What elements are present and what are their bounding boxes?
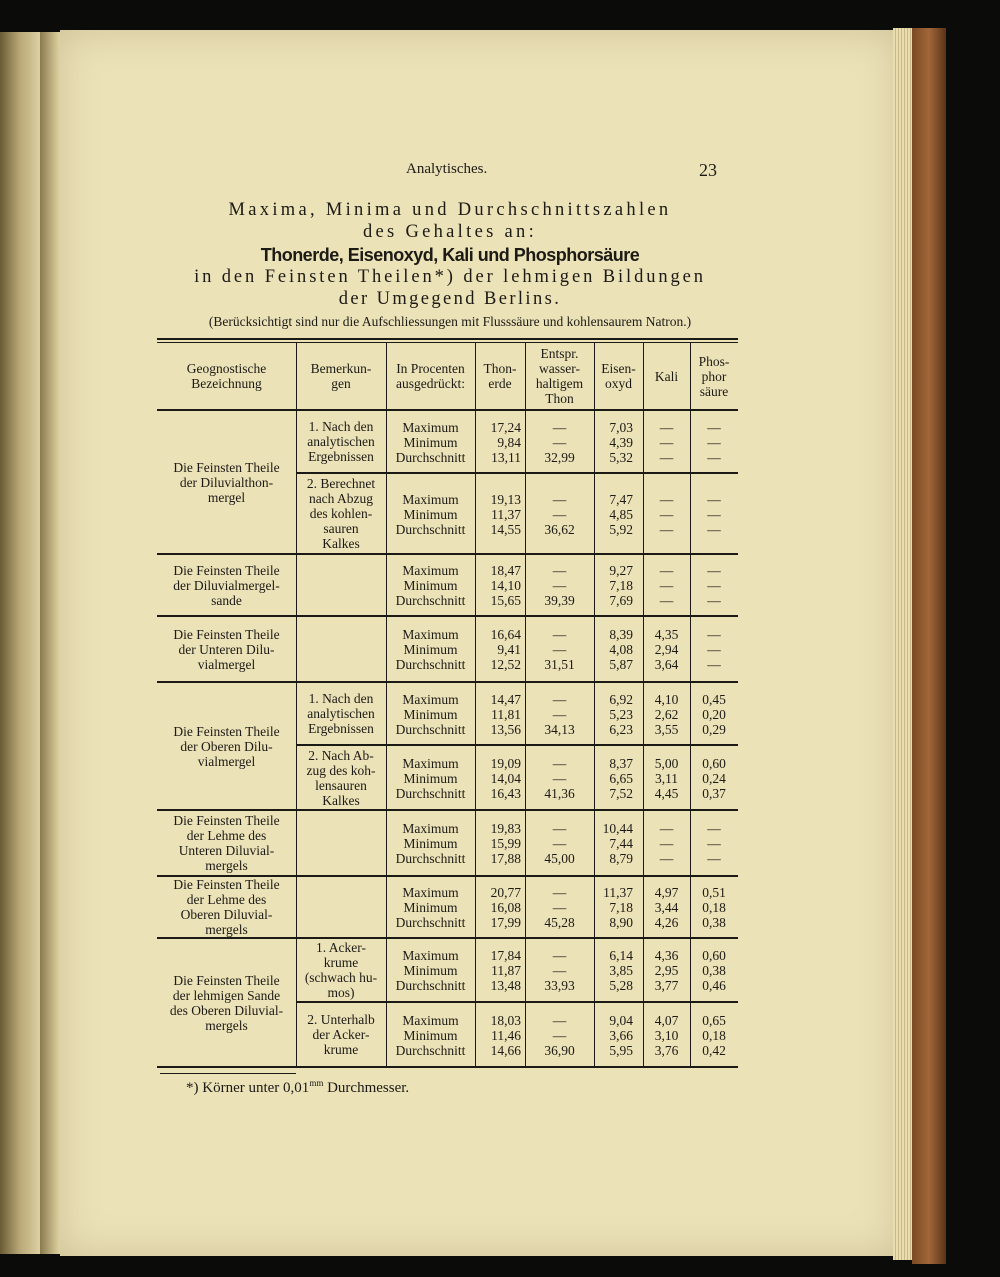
subrow-rule	[296, 1001, 738, 1003]
row-labels-line: Maximum	[402, 563, 459, 578]
eisenoxyd-values-line: 8,37	[609, 755, 633, 771]
group-label-line: Unteren Diluvial-	[178, 843, 275, 858]
kali-values-line: 3,77	[654, 978, 679, 993]
eisenoxyd-values-line: 5,28	[609, 978, 633, 993]
remark-line: analytischen	[307, 434, 375, 449]
footnote-rule	[160, 1073, 296, 1074]
ton-values-line: 36,62	[544, 521, 575, 537]
kali-values-line: 2,62	[654, 706, 679, 722]
ton-values-line: —	[552, 900, 567, 915]
ton-values-line: —	[552, 419, 567, 435]
kali-values-line: 3,64	[654, 657, 679, 672]
remark-line: Kalkes	[322, 792, 360, 808]
remark-line: 1. Nach den	[308, 691, 374, 706]
thonerde-values-line: 13,56	[490, 721, 521, 737]
thonerde-values-line: 17,88	[490, 851, 521, 866]
column-header-eisen-line: oxyd	[605, 376, 632, 391]
thonerde-values-line: 9,84	[497, 434, 521, 450]
row-labels-line: Maximum	[402, 491, 459, 507]
remark-line: Ergebnissen	[308, 449, 374, 464]
column-header-geo-line: Bezeichnung	[191, 376, 262, 391]
phosphorsaeure-values-line: —	[707, 578, 721, 593]
phosphorsaeure-values-line: —	[707, 491, 721, 507]
group-rule	[157, 1066, 738, 1068]
phosphorsaeure-values	[634, 492, 794, 537]
group-rule	[157, 553, 738, 555]
phosphorsaeure-values-line: 0,38	[702, 963, 726, 978]
eisenoxyd-values-line: 7,18	[609, 900, 633, 915]
group-rule	[157, 681, 738, 683]
group-label-line: sande	[211, 592, 242, 608]
eisenoxyd-values-line: 10,44	[602, 821, 633, 836]
row-labels-line: Maximum	[402, 627, 459, 642]
ton-values-line: —	[552, 691, 567, 707]
column-header-ents-line: Thon	[545, 391, 574, 406]
group-rule	[157, 809, 738, 811]
kali-values-line: 4,97	[654, 885, 679, 900]
book-cover-edge	[912, 28, 946, 1264]
kali-values-line: 3,10	[654, 1027, 679, 1043]
ton-values-line: 32,99	[544, 449, 575, 465]
remark-line: zug des koh-	[306, 762, 376, 778]
thonerde-values-line: 15,65	[490, 593, 521, 608]
phosphorsaeure-values-line: 0,51	[702, 885, 726, 900]
eisenoxyd-values-line: 7,47	[609, 491, 633, 507]
phosphorsaeure-values	[634, 948, 794, 993]
ton-values-line: —	[552, 578, 567, 593]
column-header-phos-line: säure	[699, 383, 729, 399]
row-labels-line: Minimum	[403, 642, 458, 657]
title-line-4: in den Feinsten Theilen*) der lehmigen Bildungen	[194, 267, 706, 287]
kali-values-line: 3,76	[654, 1042, 679, 1058]
phosphorsaeure-values-line: —	[707, 821, 721, 836]
ton-values-line: —	[552, 821, 567, 836]
ton-values-line: —	[552, 642, 567, 657]
thonerde-values-line: 11,37	[491, 506, 521, 522]
ton-values-line: 45,28	[544, 915, 575, 930]
column-header-ents-line: Entspr.	[540, 346, 579, 361]
remark-line: (schwach hu-	[304, 970, 378, 985]
ton-values-line: 34,13	[544, 721, 575, 737]
column-rule	[475, 343, 476, 1066]
eisenoxyd-values-line: 6,23	[609, 721, 633, 737]
eisenoxyd-values-line: 6,65	[609, 770, 633, 786]
kali-values-line: 2,95	[654, 963, 679, 978]
thonerde-values-line: 16,64	[490, 627, 521, 642]
group-label-line: vialmergel	[197, 656, 256, 672]
phosphorsaeure-values-line: 0,65	[702, 1012, 726, 1028]
group-label	[147, 877, 307, 937]
row-labels-line: Maximum	[402, 419, 459, 435]
phosphorsaeure-values-line: —	[707, 521, 721, 537]
row-labels-line: Maximum	[402, 948, 459, 963]
ton-values-line: —	[552, 755, 567, 771]
row-labels-line: Maximum	[402, 885, 459, 900]
thonerde-values-line: 9,41	[497, 642, 521, 657]
thonerde-values-line: 11,87	[491, 963, 521, 978]
phosphorsaeure-values-line: 0,18	[702, 1027, 726, 1043]
eisenoxyd-values-line: 7,52	[609, 785, 633, 801]
row-labels-line: Durchschnitt	[395, 1042, 466, 1058]
thonerde-values-line: 19,13	[490, 491, 521, 507]
row-labels-line: Durchschnitt	[395, 851, 466, 866]
header-rule	[157, 409, 738, 411]
column-rule	[525, 343, 526, 1066]
thonerde-values-line: 12,52	[490, 657, 521, 672]
column-header-bem-line: Bemerkun-	[310, 361, 372, 376]
kali-values-line: 3,11	[654, 770, 679, 786]
column-header-geo-line: Geognostische	[186, 361, 267, 376]
phosphorsaeure-values-line: —	[707, 836, 721, 851]
row-labels-line: Minimum	[403, 963, 458, 978]
phosphorsaeure-values-line: 0,60	[702, 755, 726, 771]
remark-line: 1. Acker-	[316, 940, 366, 955]
remark-line: Kalkes	[322, 536, 360, 551]
group-rule	[157, 937, 738, 939]
column-header-kali-line: Kali	[654, 368, 679, 384]
column-header-proc-line: ausgedrückt:	[396, 376, 465, 391]
phosphorsaeure-values-line: —	[707, 627, 721, 642]
column-header-bem-line: gen	[331, 376, 351, 391]
ton-values-line: 45,00	[544, 851, 575, 866]
group-label-line: Die Feinsten Theile	[173, 877, 280, 892]
kali-values-line: 5,00	[654, 755, 679, 771]
column-header-ents-line: wasser-	[539, 361, 580, 376]
eisenoxyd-values-line: 11,37	[603, 885, 633, 900]
eisenoxyd-values-line: 4,85	[609, 506, 633, 522]
column-header-phos	[634, 354, 794, 399]
remark-line: analytischen	[307, 706, 375, 721]
kali-values-line: —	[659, 506, 674, 522]
eisenoxyd-values-line: 3,66	[609, 1027, 633, 1043]
kali-values-line: —	[659, 491, 674, 507]
column-rule	[643, 343, 644, 1066]
group-label-line: mergels	[205, 858, 248, 873]
page-number: 23	[699, 160, 717, 180]
remark-line: sauren	[323, 521, 359, 536]
kali-values-line: 3,44	[654, 900, 679, 915]
phosphorsaeure-values	[634, 563, 794, 608]
phosphorsaeure-values-line: —	[707, 642, 721, 657]
kali-values-line: —	[659, 434, 674, 450]
left-page-edge	[0, 32, 44, 1254]
ton-values-line: 39,39	[544, 593, 575, 608]
kali-values-line: 4,45	[654, 785, 679, 801]
column-header-eisen-line: Eisen-	[601, 361, 636, 376]
group-label-line: des Oberen Diluvial-	[169, 1002, 284, 1018]
title-line-3: Thonerde, Eisenoxyd, Kali und Phosphorsäure	[260, 245, 640, 265]
group-label-line: Die Feinsten Theile	[173, 813, 280, 828]
phosphorsaeure-values-line: —	[707, 506, 721, 522]
remark-line: Ergebnissen	[308, 721, 374, 736]
row-labels-line: Durchschnitt	[395, 721, 466, 737]
phosphorsaeure-values-line: 0,46	[702, 978, 726, 993]
phosphorsaeure-values	[634, 420, 794, 465]
phosphorsaeure-values-line: —	[707, 593, 721, 608]
thonerde-values-line: 18,47	[490, 563, 521, 578]
phosphorsaeure-values-line: 0,20	[702, 706, 726, 722]
column-header-phos-line: phor	[701, 368, 727, 384]
eisenoxyd-values-line: 7,69	[609, 593, 633, 608]
phosphorsaeure-values-line: 0,29	[702, 721, 726, 737]
thonerde-values-line: 13,48	[490, 978, 521, 993]
eisenoxyd-values-line: 4,08	[609, 642, 633, 657]
thonerde-values-line: 14,66	[490, 1042, 521, 1058]
ton-values-line: 31,51	[544, 657, 575, 672]
ton-values-line: 41,36	[544, 785, 575, 801]
group-label-line: vialmergel	[197, 753, 256, 769]
footnote-unit: mm	[309, 1078, 324, 1088]
row-labels-line: Durchschnitt	[395, 915, 466, 930]
phosphorsaeure-values	[634, 756, 794, 801]
phosphorsaeure-values	[634, 692, 794, 737]
row-labels-line: Durchschnitt	[395, 978, 466, 993]
remark-line: 2. Unterhalb	[307, 1012, 375, 1027]
group-label-line: der Oberen Dilu-	[180, 738, 273, 754]
phosphorsaeure-values-line: 0,18	[702, 900, 726, 915]
group-label	[147, 627, 307, 672]
footnote-text: Körner unter 0,01	[202, 1080, 310, 1096]
group-label-line: der Diluvialthon-	[179, 474, 274, 490]
row-labels-line: Minimum	[403, 836, 458, 851]
remark-line: lensauren	[315, 777, 367, 793]
column-header-ents-line: haltigem	[535, 376, 584, 391]
ton-values-line: —	[552, 434, 567, 450]
kali-values-line: 4,26	[654, 915, 679, 930]
eisenoxyd-values-line: 7,18	[609, 578, 633, 593]
eisenoxyd-values-line: 7,44	[609, 836, 633, 851]
row-labels-line: Minimum	[403, 770, 458, 786]
phosphorsaeure-values-line: 0,38	[702, 915, 726, 930]
phosphorsaeure-values-line: 0,42	[702, 1042, 726, 1058]
thonerde-values-line: 15,99	[490, 836, 521, 851]
row-labels-line: Minimum	[403, 1027, 458, 1043]
thonerde-values-line: 14,55	[490, 521, 521, 537]
thonerde-values-line: 16,43	[490, 785, 521, 801]
thonerde-values-line: 18,03	[490, 1012, 521, 1028]
group-label-line: Die Feinsten Theile	[173, 723, 280, 739]
thonerde-values-line: 16,08	[490, 900, 521, 915]
title-note: (Berücksichtigt sind nur die Aufschliessungen mit Flusssäure und kohlensaurem Natron.)	[208, 314, 692, 329]
eisenoxyd-values-line: 5,92	[609, 521, 633, 537]
remark-line: 2. Nach Ab-	[308, 747, 374, 763]
thonerde-values-line: 20,77	[490, 885, 521, 900]
phosphorsaeure-values-line: 0,60	[702, 948, 726, 963]
remark-line: nach Abzug	[308, 491, 374, 506]
column-header-thon-line: Thon-	[483, 361, 517, 376]
eisenoxyd-values-line: 7,03	[609, 419, 633, 435]
remark-line: krume	[323, 955, 359, 970]
column-rule	[594, 343, 595, 1066]
ton-values-line: —	[552, 627, 567, 642]
eisenoxyd-values-line: 8,90	[609, 915, 633, 930]
column-header-phos-line: Phos-	[698, 353, 730, 369]
ton-values-line: —	[552, 948, 567, 963]
phosphorsaeure-values-line: —	[707, 851, 721, 866]
group-label-line: der Lehme des	[186, 828, 267, 843]
group-label-line: der Lehme des	[186, 892, 267, 907]
kali-values-line: —	[659, 578, 674, 593]
group-label-line: Die Feinsten Theile	[173, 972, 280, 988]
ton-values-line: 36,90	[544, 1042, 575, 1058]
group-label-line: der Diluvialmergel-	[173, 577, 280, 593]
column-rule	[690, 343, 691, 1066]
eisenoxyd-values-line: 5,32	[609, 449, 633, 465]
footnote-marker: *)	[186, 1080, 199, 1096]
group-label-line: mergel	[207, 489, 246, 505]
phosphorsaeure-values-line: 0,24	[702, 770, 726, 786]
group-label	[147, 813, 307, 873]
group-label-line: Die Feinsten Theile	[173, 562, 280, 578]
row-labels-line: Durchschnitt	[395, 521, 466, 537]
column-rule	[386, 343, 387, 1066]
column-rule	[296, 343, 297, 1066]
phosphorsaeure-values	[634, 1013, 794, 1058]
kali-values-line: 4,07	[654, 1012, 679, 1028]
row-labels-line: Durchschnitt	[395, 657, 466, 672]
eisenoxyd-values-line: 5,87	[609, 657, 633, 672]
row-labels-line: Maximum	[402, 755, 459, 771]
kali-values-line: —	[659, 593, 674, 608]
kali-values-line: —	[659, 836, 674, 851]
ton-values-line: —	[552, 491, 567, 507]
subrow-rule	[296, 744, 738, 746]
ton-values-line: —	[552, 885, 567, 900]
group-label-line: Die Feinsten Theile	[173, 459, 280, 475]
remark-line: des kohlen-	[309, 506, 373, 521]
row-labels-line: Minimum	[403, 506, 458, 522]
row-labels-line: Maximum	[402, 691, 459, 707]
kali-values-line: —	[659, 821, 674, 836]
thonerde-values-line: 19,09	[490, 755, 521, 771]
kali-values-line: —	[659, 449, 674, 465]
ton-values-line: —	[552, 963, 567, 978]
eisenoxyd-values-line: 9,04	[609, 1012, 633, 1028]
group-label-line: mergels	[205, 1017, 248, 1033]
phosphorsaeure-values	[634, 627, 794, 672]
group-label-line: Oberen Diluvial-	[180, 907, 273, 922]
group-label-line: mergels	[205, 922, 248, 937]
eisenoxyd-values-line: 8,79	[609, 851, 633, 866]
kali-values-line: 4,10	[654, 691, 679, 707]
phosphorsaeure-values-line: —	[707, 657, 721, 672]
eisenoxyd-values-line: 4,39	[609, 434, 633, 450]
phosphorsaeure-values-line: —	[707, 563, 721, 578]
eisenoxyd-values-line: 9,27	[609, 563, 633, 578]
phosphorsaeure-values	[634, 821, 794, 866]
thonerde-values-line: 11,81	[491, 706, 521, 722]
eisenoxyd-values-line: 5,23	[609, 706, 633, 722]
ton-values-line: 33,93	[544, 978, 575, 993]
thonerde-values-line: 11,46	[491, 1027, 521, 1043]
kali-values-line: —	[659, 419, 674, 435]
group-rule	[157, 615, 738, 617]
title-line-2: des Gehaltes an:	[362, 222, 538, 242]
remark-line: 2. Berechnet	[306, 476, 376, 491]
phosphorsaeure-values-line: —	[707, 419, 721, 435]
phosphorsaeure-values-line: 0,45	[702, 691, 726, 707]
thonerde-values-line: 17,99	[490, 915, 521, 930]
group-label-line: der lehmigen Sande	[172, 987, 281, 1003]
table-top-rule	[157, 338, 738, 340]
phosphorsaeure-values-line: 0,37	[702, 785, 726, 801]
kali-values-line: —	[659, 563, 674, 578]
row-labels-line: Maximum	[402, 821, 459, 836]
thonerde-values-line: 13,11	[491, 449, 521, 465]
row-labels-line: Durchschnitt	[395, 593, 466, 608]
remark-line: 1. Nach den	[308, 419, 374, 434]
row-labels-line: Maximum	[402, 1012, 459, 1028]
column-header-proc-line: In Procenten	[396, 361, 465, 376]
ton-values-line: —	[552, 506, 567, 522]
ton-values-line: —	[552, 836, 567, 851]
column-header-thon-line: erde	[488, 376, 512, 391]
footnote-text-end: Durchmesser.	[323, 1080, 410, 1096]
eisenoxyd-values-line: 8,39	[609, 627, 633, 642]
row-labels-line: Minimum	[403, 578, 458, 593]
kali-values-line: 3,55	[654, 721, 679, 737]
title-line-1: Maxima, Minima und Durchschnittszahlen	[228, 200, 672, 220]
kali-values-line: 4,36	[654, 948, 679, 963]
thonerde-values-line: 14,10	[490, 578, 521, 593]
remark-line: krume	[323, 1042, 359, 1057]
phosphorsaeure-values-line: —	[707, 434, 721, 450]
phosphorsaeure-values	[634, 885, 794, 930]
ton-values-line: —	[552, 770, 567, 786]
kali-values-line: 2,94	[654, 642, 679, 657]
eisenoxyd-values-line: 6,92	[609, 691, 633, 707]
row-labels-line: Durchschnitt	[395, 785, 466, 801]
kali-values-line: —	[659, 521, 674, 537]
ton-values-line: —	[552, 1012, 567, 1028]
eisenoxyd-values-line: 5,95	[609, 1042, 633, 1058]
row-labels-line: Durchschnitt	[395, 449, 466, 465]
row-labels-line: Minimum	[403, 900, 458, 915]
ton-values-line: —	[552, 706, 567, 722]
row-labels-line: Minimum	[403, 706, 458, 722]
ton-values-line: —	[552, 1027, 567, 1043]
kali-values-line: —	[659, 851, 674, 866]
kali-values-line: 4,35	[654, 627, 679, 642]
thonerde-values-line: 14,04	[490, 770, 521, 786]
running-title: Analytisches.	[406, 161, 488, 177]
thonerde-values-line: 14,47	[490, 691, 521, 707]
table-top-rule-thin	[157, 342, 738, 343]
group-label	[147, 563, 307, 608]
thonerde-values-line: 17,24	[490, 419, 521, 435]
phosphorsaeure-values-line: —	[707, 449, 721, 465]
subrow-rule	[296, 472, 738, 474]
thonerde-values-line: 19,83	[490, 821, 521, 836]
title-line-5: der Umgegend Berlins.	[338, 289, 562, 309]
eisenoxyd-values-line: 6,14	[609, 948, 633, 963]
group-label-line: Die Feinsten Theile	[173, 626, 280, 642]
thonerde-values-line: 17,84	[490, 948, 521, 963]
row-labels-line: Minimum	[403, 434, 458, 450]
ton-values-line: —	[552, 563, 567, 578]
group-label-line: der Unteren Dilu-	[178, 641, 275, 657]
remark-line: mos)	[327, 985, 355, 1000]
remark-line: der Acker-	[312, 1027, 370, 1042]
footnote	[186, 1078, 409, 1097]
eisenoxyd-values-line: 3,85	[609, 963, 633, 978]
